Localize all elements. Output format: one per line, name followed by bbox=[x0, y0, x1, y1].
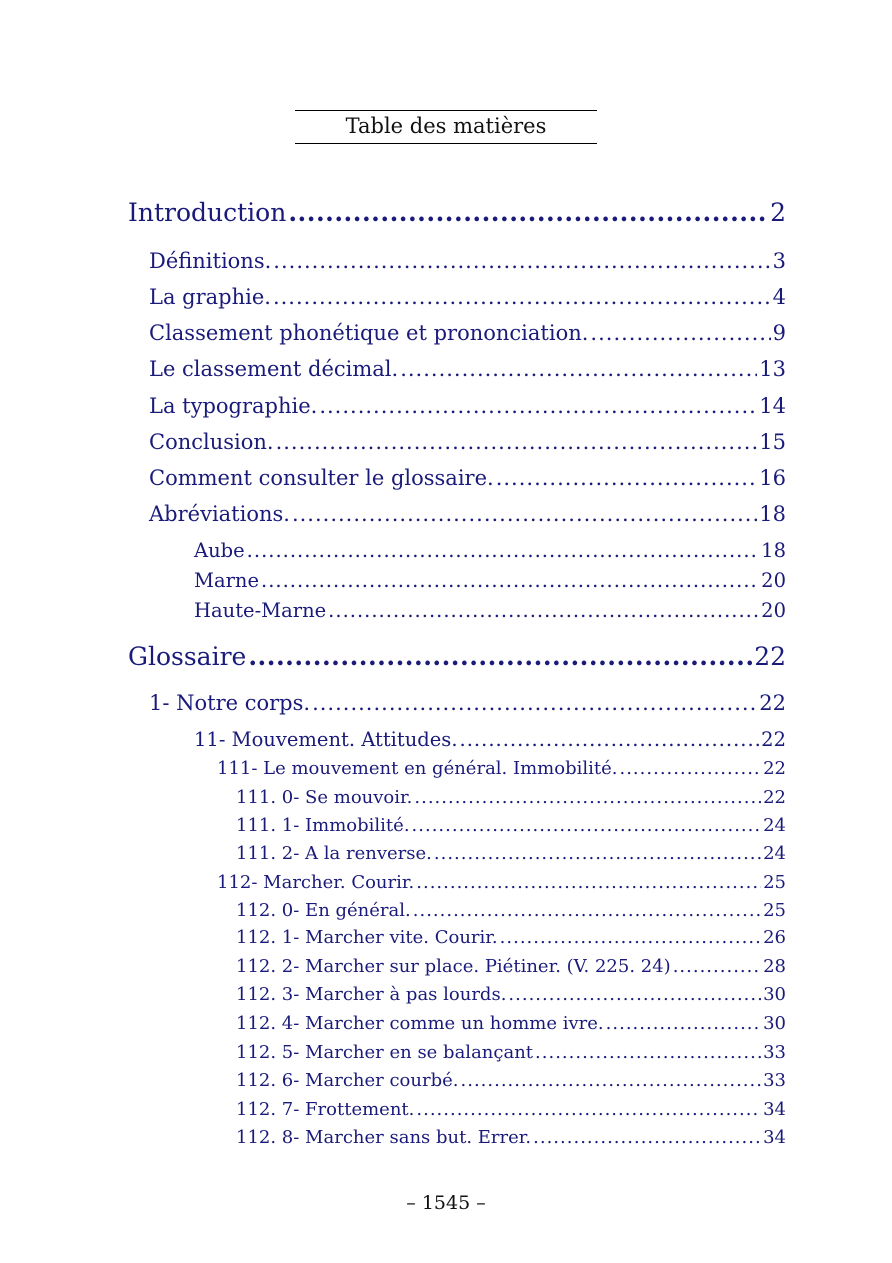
toc-entry-marcher-sur-place[interactable] bbox=[236, 956, 786, 977]
dot-leader bbox=[416, 872, 761, 893]
dot-leader bbox=[247, 539, 760, 562]
dot-leader bbox=[276, 430, 758, 454]
toc-entry-label: La typographie. bbox=[149, 394, 318, 418]
toc-entry-label: Glossaire bbox=[128, 642, 247, 671]
dot-leader bbox=[619, 758, 761, 779]
toc-entry-page: 20 bbox=[761, 599, 786, 622]
dot-leader bbox=[460, 728, 760, 751]
toc-entry-aube[interactable] bbox=[194, 539, 786, 562]
toc-entry-page: 24 bbox=[763, 843, 786, 864]
toc-entry-marcher-courbe[interactable] bbox=[236, 1070, 786, 1091]
toc-entry-se-balancant[interactable] bbox=[236, 1042, 786, 1063]
toc-entry-label: 112. 5- Marcher en se balançant bbox=[236, 1042, 534, 1063]
dot-leader bbox=[535, 1042, 761, 1063]
page-title: Table des matières bbox=[295, 110, 597, 144]
dot-leader bbox=[248, 642, 752, 671]
dot-leader bbox=[414, 787, 761, 808]
toc-entry-label: 112. 3- Marcher à pas lourds. bbox=[236, 984, 507, 1005]
dot-leader bbox=[500, 927, 761, 948]
toc-entry-label: Conclusion. bbox=[149, 430, 274, 454]
toc-entry-label: 112- Marcher. Courir. bbox=[217, 872, 415, 893]
toc-entry-marcher-courir[interactable] bbox=[217, 872, 786, 893]
dot-leader bbox=[328, 599, 759, 622]
dot-leader bbox=[412, 815, 762, 836]
dot-leader bbox=[312, 691, 757, 715]
toc-entry-page: 25 bbox=[763, 900, 786, 921]
toc-entry-page: 2 bbox=[770, 198, 786, 227]
toc-entry-label: Classement phonétique et prononciation. bbox=[149, 321, 589, 345]
toc-entry-page: 33 bbox=[763, 1042, 786, 1063]
toc-entry-page: 34 bbox=[763, 1099, 786, 1120]
toc-entry-en-general[interactable] bbox=[236, 900, 786, 921]
dot-leader bbox=[261, 569, 759, 592]
toc-entry-label: Marne bbox=[194, 569, 260, 592]
toc-entry-label: Haute-Marne bbox=[194, 599, 327, 622]
toc-entry-label: 112. 7- Frottement. bbox=[236, 1099, 415, 1120]
dot-leader bbox=[400, 357, 757, 381]
dot-leader bbox=[416, 1099, 761, 1120]
toc-entry-sans-but[interactable] bbox=[236, 1127, 786, 1148]
dot-leader bbox=[434, 843, 761, 864]
toc-entry-label: 11- Mouvement. Attitudes. bbox=[194, 728, 458, 751]
dot-leader bbox=[606, 1013, 761, 1034]
toc-entry-a-la-renverse[interactable] bbox=[236, 843, 786, 864]
toc-entry-marne[interactable] bbox=[194, 569, 786, 592]
toc-entry-marcher-vite[interactable] bbox=[236, 927, 786, 948]
toc-entry-se-mouvoir[interactable] bbox=[236, 787, 786, 808]
toc-entry-comment-consulter[interactable] bbox=[149, 466, 786, 490]
dot-leader bbox=[413, 900, 761, 921]
dot-leader bbox=[508, 984, 761, 1005]
toc-entry-mouvement-attitudes[interactable] bbox=[194, 728, 786, 751]
toc-entry-page: 25 bbox=[763, 872, 786, 893]
toc-entry-label: 111. 2- A la renverse. bbox=[236, 843, 432, 864]
toc-entry-page: 22 bbox=[759, 691, 786, 715]
toc-entry-label: Abréviations. bbox=[149, 502, 290, 526]
dot-leader bbox=[292, 502, 757, 526]
toc-entry-page: 30 bbox=[763, 984, 786, 1005]
toc-entry-page: 15 bbox=[759, 430, 786, 454]
toc-entry-page: 16 bbox=[759, 466, 786, 490]
toc-entry-page: 28 bbox=[763, 956, 786, 977]
toc-entry-page: 30 bbox=[763, 1013, 786, 1034]
page-number-footer: – 1545 – bbox=[406, 1192, 486, 1214]
dot-leader bbox=[496, 466, 758, 490]
toc-entry-page: 22 bbox=[763, 787, 786, 808]
toc-entry-label: Aube bbox=[194, 539, 245, 562]
toc-entry-label: 111. 1- Immobilité. bbox=[236, 815, 410, 836]
toc-entry-label: 112. 6- Marcher courbé. bbox=[236, 1070, 459, 1091]
toc-entry-page: 4 bbox=[772, 285, 786, 309]
toc-entry-label: Introduction bbox=[128, 198, 287, 227]
toc-entry-immobilite[interactable] bbox=[236, 815, 786, 836]
dot-leader bbox=[533, 1127, 761, 1148]
toc-entry-pas-lourds[interactable] bbox=[236, 984, 786, 1005]
toc-entry-page: 13 bbox=[759, 357, 786, 381]
toc-entry-label: 112. 8- Marcher sans but. Errer. bbox=[236, 1127, 532, 1148]
toc-entry-label: Définitions. bbox=[149, 249, 272, 273]
toc-entry-page: 14 bbox=[759, 394, 786, 418]
dot-leader bbox=[461, 1070, 762, 1091]
toc-entry-label: Comment consulter le glossaire. bbox=[149, 466, 494, 490]
toc-entry-page: 24 bbox=[763, 815, 786, 836]
toc-entry-label: Le classement décimal. bbox=[149, 357, 399, 381]
toc-entry-haute-marne[interactable] bbox=[194, 599, 786, 622]
toc-entry-la-graphie[interactable] bbox=[149, 285, 786, 309]
toc-entry-notre-corps[interactable] bbox=[149, 691, 786, 715]
toc-entry-label: 112. 4- Marcher comme un homme ivre. bbox=[236, 1013, 604, 1034]
toc-entry-label: 111. 0- Se mouvoir. bbox=[236, 787, 413, 808]
dot-leader bbox=[590, 321, 770, 345]
toc-entry-page: 26 bbox=[763, 927, 786, 948]
toc-entry-definitions[interactable] bbox=[149, 249, 786, 273]
toc-entry-abreviations[interactable] bbox=[149, 502, 786, 526]
toc-entry-classement-decimal[interactable] bbox=[149, 357, 786, 381]
dot-leader bbox=[319, 394, 757, 418]
toc-entry-label: 1- Notre corps. bbox=[149, 691, 311, 715]
toc-entry-page: 20 bbox=[761, 569, 786, 592]
toc-entry-page: 3 bbox=[772, 249, 786, 273]
toc-entry-mouvement-general[interactable] bbox=[217, 758, 786, 779]
toc-entry-classement-phonetique[interactable] bbox=[149, 321, 786, 345]
toc-entry-page: 18 bbox=[761, 539, 786, 562]
dot-leader bbox=[288, 198, 768, 227]
toc-entry-label: 112. 1- Marcher vite. Courir. bbox=[236, 927, 498, 948]
toc-entry-frottement[interactable] bbox=[236, 1099, 786, 1120]
toc-entry-introduction[interactable] bbox=[128, 198, 786, 227]
toc-entry-page: 22 bbox=[754, 642, 786, 671]
dot-leader bbox=[673, 956, 761, 977]
dot-leader bbox=[273, 249, 770, 273]
toc-entry-homme-ivre[interactable] bbox=[236, 1013, 786, 1034]
toc-entry-page: 18 bbox=[759, 502, 786, 526]
toc-entry-page: 9 bbox=[772, 321, 786, 345]
toc-entry-label: 111- Le mouvement en général. Immobilité. bbox=[217, 758, 618, 779]
toc-entry-label: La graphie. bbox=[149, 285, 271, 309]
toc-entry-page: 34 bbox=[763, 1127, 786, 1148]
dot-leader bbox=[273, 285, 771, 309]
toc-entry-typographie[interactable] bbox=[149, 394, 786, 418]
toc-entry-label: 112. 2- Marcher sur place. Piétiner. (V. 225. 24) bbox=[236, 956, 671, 977]
toc-entry-conclusion[interactable] bbox=[149, 430, 786, 454]
toc-entry-page: 22 bbox=[761, 728, 786, 751]
toc-entry-glossaire[interactable] bbox=[128, 642, 786, 671]
toc-entry-label: 112. 0- En général. bbox=[236, 900, 411, 921]
toc-entry-page: 33 bbox=[763, 1070, 786, 1091]
toc-entry-page: 22 bbox=[763, 758, 786, 779]
